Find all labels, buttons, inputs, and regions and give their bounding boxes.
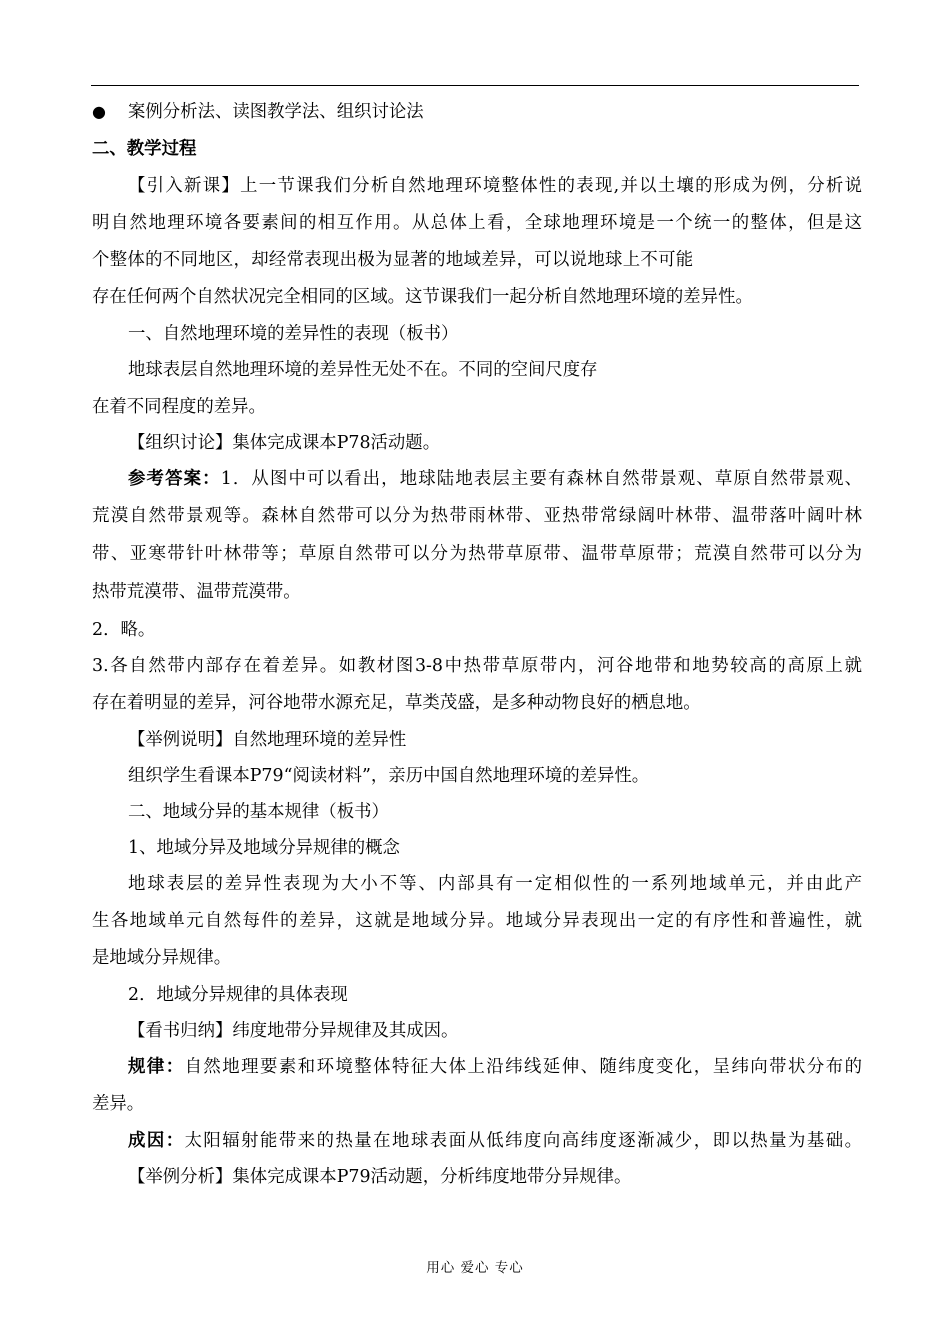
answer-label: 参考答案： (128, 469, 221, 489)
section-title-teaching-process: 二、教学过程 (92, 139, 197, 159)
subheading-concept: 1、地域分异及地域分异规律的概念 (128, 838, 400, 858)
paragraph-2-line-1: 地球表层的差异性表现为大小不等、内部具有一定相似性的一系列地域单元，并由此产 (128, 874, 862, 894)
reading-note: 组织学生看课本P79“阅读材料”，亲历中国自然地理环境的差异性。 (128, 766, 650, 786)
paragraph-2-line-3: 是地域分异规律。 (92, 948, 232, 968)
page-footer: 用心 爱心 专心 (426, 1260, 524, 1276)
answer-line-3: 带、亚寒带针叶林带等；草原自然带可以分为热带草原带、温带草原带；荒漠自然带可以分为 (92, 544, 862, 564)
intro-line-1: 【引入新课】上一节课我们分析自然地理环境整体性的表现,并以土壤的形成为例，分析说 (128, 176, 862, 196)
teaching-methods: 案例分析法、读图教学法、组织讨论法 (128, 102, 424, 122)
paragraph-1-line-2: 在着不同程度的差异。 (92, 397, 266, 417)
answer-line-7: 存在着明显的差异，河谷地带水源充足，草类茂盛，是多种动物良好的栖息地。 (92, 693, 701, 713)
discussion-note: 【组织讨论】集体完成课本P78活动题。 (128, 433, 441, 453)
header-rule (91, 85, 859, 86)
answer-line-6: 3.各自然带内部存在着差异。如教材图3-8中热带草原带内，河谷地带和地势较高的高原上就 (92, 656, 862, 676)
paragraph-1-line-1: 地球表层自然地理环境的差异性无处不在。不同的空间尺度存 (128, 360, 598, 380)
example-note-2: 【举例分析】集体完成课本P79活动题，分析纬度地带分异规律。 (128, 1167, 632, 1187)
law-line-2: 差异。 (92, 1094, 145, 1114)
answer-line-5: 2．略。 (92, 620, 156, 640)
cause-line: 成因：太阳辐射能带来的热量在地球表面从低纬度向高纬度逐渐减少，即以热量为基础。 (128, 1131, 862, 1151)
heading-regional-differentiation: 二、地域分异的基本规律（板书） (128, 802, 389, 822)
paragraph-2-line-2: 生各地域单元自然每件的差异，这就是地域分异。地域分异表现出一定的有序性和普遍性，就 (92, 911, 862, 931)
intro-line-3: 个整体的不同地区，却经常表现出极为显著的地域差异，可以说地球上不可能 (92, 250, 694, 270)
heading-differentiation: 一、自然地理环境的差异性的表现（板书） (128, 324, 459, 344)
law-line-1: 规律：自然地理要素和环境整体特征大体上沿纬线延伸、随纬度变化，呈纬向带状分布的 (128, 1057, 862, 1077)
cause-label: 成因： (128, 1131, 185, 1151)
answer-line-1: 参考答案：1．从图中可以看出，地球陆地表层主要有森林自然带景观、草原自然带景观、 (128, 469, 862, 489)
intro-line-4: 存在任何两个自然状况完全相同的区域。这节课我们一起分析自然地理环境的差异性。 (92, 287, 753, 307)
answer-line-4: 热带荒漠带、温带荒漠带。 (92, 582, 301, 602)
summary-note: 【看书归纳】纬度地带分异规律及其成因。 (128, 1021, 459, 1041)
law-label: 规律： (128, 1057, 185, 1077)
example-note-1: 【举例说明】自然地理环境的差异性 (128, 730, 407, 750)
answer-line-2: 荒漠自然带景观等。森林自然带可以分为热带雨林带、亚热带常绿阔叶林带、温带落叶阔叶林 (92, 506, 862, 526)
intro-line-2: 明自然地理环境各要素间的相互作用。从总体上看，全球地理环境是一个统一的整体，但是这 (92, 213, 862, 233)
bullet-icon: ● (92, 102, 106, 121)
intro-tag: 【引入新课】 (128, 176, 241, 196)
subheading-manifestation: 2．地域分异规律的具体表现 (128, 985, 348, 1005)
